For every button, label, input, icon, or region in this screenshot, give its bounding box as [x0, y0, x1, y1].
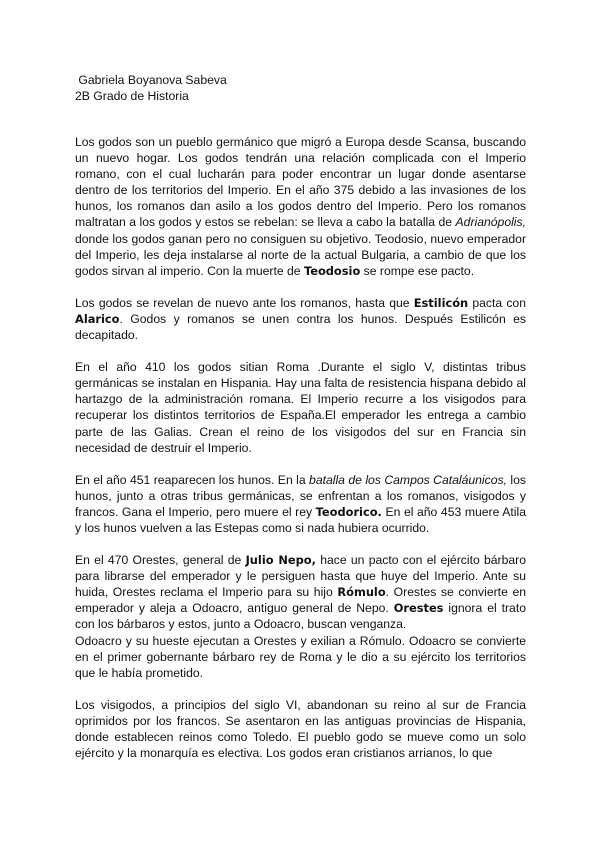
document-header: [75, 72, 227, 104]
paragraph-7: Los visigodos, a principios del siglo VI, abandonan su reino al sur de Francia oprimidos por los francos. Se asentaron en las antiguas provincias de Hispania, donde establecen reinos como Toledo. El pueblo godo se mueve como un solo ejército y la monarquía es electiva. Los godos eran cristianos arrianos, lo que: [75, 697, 526, 761]
paragraph-5: En el 470 Orestes, general de Julio Nepo, hace un pacto con el ejército bárbaro para librarse del emperador y le persiguen hasta que huye del Imperio. Ante su huida, Orestes reclama el Imperio para su hijo Rómulo. Orestes se convierte en emperador y aleja a Odoacro, antiguo general de Nepo. Orestes ignora el trato con los bárbaros y estos, junto a Odoacro, buscan venganza.: [75, 553, 527, 632]
paragraph-4: En el año 451 reaparecen los hunos. En la batalla de los Campos Cataláunicos, los hunos, junto a otras tribus germánicas, se enfrentan a los romanos, visigodos y francos. Gana el Imperio, pero muere el rey Teodorico. En el año 453 muere Atila y los hunos vuelven a las Estepas como si nada hubiera ocurrido.: [75, 472, 526, 535]
course-name: 2B Grado de Historia: [75, 89, 189, 103]
bold-romulo: Rómulo: [337, 585, 386, 600]
bold-orestes: Orestes: [393, 601, 444, 616]
bold-julio-nepo: Julio Nepo,: [245, 553, 316, 568]
document-body: [75, 134, 526, 777]
emphasis-campos-catalaunicos: batalla de los Campos Cataláunicos,: [309, 472, 507, 487]
bold-alarico: Alarico: [75, 311, 120, 326]
paragraph-1: Los godos son un pueblo germánico que migró a Europa desde Scansa, buscando un nuevo hogar. Los godos tendrán una relación complicada con el Imperio romano, con el cual lucharán para poder encontrar un lugar donde asentarse dentro de los territorios del Imperio. En el año 375 debido a las invasiones de los hunos, los romanos dan asilo a los godos dentro del Imperio. Pero los romanos maltratan a los godos y estos se rebelan: se lleva a cabo la batalla de Adrianópolis, donde los godos ganan pero no consiguen su objetivo. Teodosio, nuevo emperador del Imperio, les deja instalarse al norte de la actual Bulgaria, a cambio de que los godos sirvan al imperio. Con la muerte de Teodosio se rompe ese pacto.: [75, 135, 526, 278]
bold-teodorico: Teodorico.: [315, 504, 382, 519]
bold-estilicon: Estilicón: [413, 295, 469, 310]
author-name: Gabriela Boyanova Sabeva: [75, 73, 227, 87]
paragraph-6: Odoacro y su hueste ejecutan a Orestes y exilian a Rómulo. Odoacro se convierte en el primer gobernante bárbaro rey de Roma y le dio a su ejército los territorios que le había prometido.: [75, 633, 526, 680]
paragraph-3: En el año 410 los godos sitian Roma .Durante el siglo V, distintas tribus germánicas se instalan en Hispania. Hay una falta de resistencia hispana debido al hartazgo de la administración romana. El Imperio recurre a los visigodos para recuperar los distintos territorios de España.El emperador les entrega a cambio parte de las Galias. Crean el reino de los visigodos del sur en Francia sin necesidad de destruir el Imperio.: [75, 360, 526, 455]
paragraph-2: Los godos se revelan de nuevo ante los romanos, hasta que Estilicón pacta con Alarico. Godos y romanos se unen contra los hunos. Después Estilicón es decapitado.: [75, 295, 526, 343]
emphasis-adrianopolis: Adrianópolis,: [455, 215, 526, 230]
bold-teodosio: Teodosio: [303, 263, 361, 278]
